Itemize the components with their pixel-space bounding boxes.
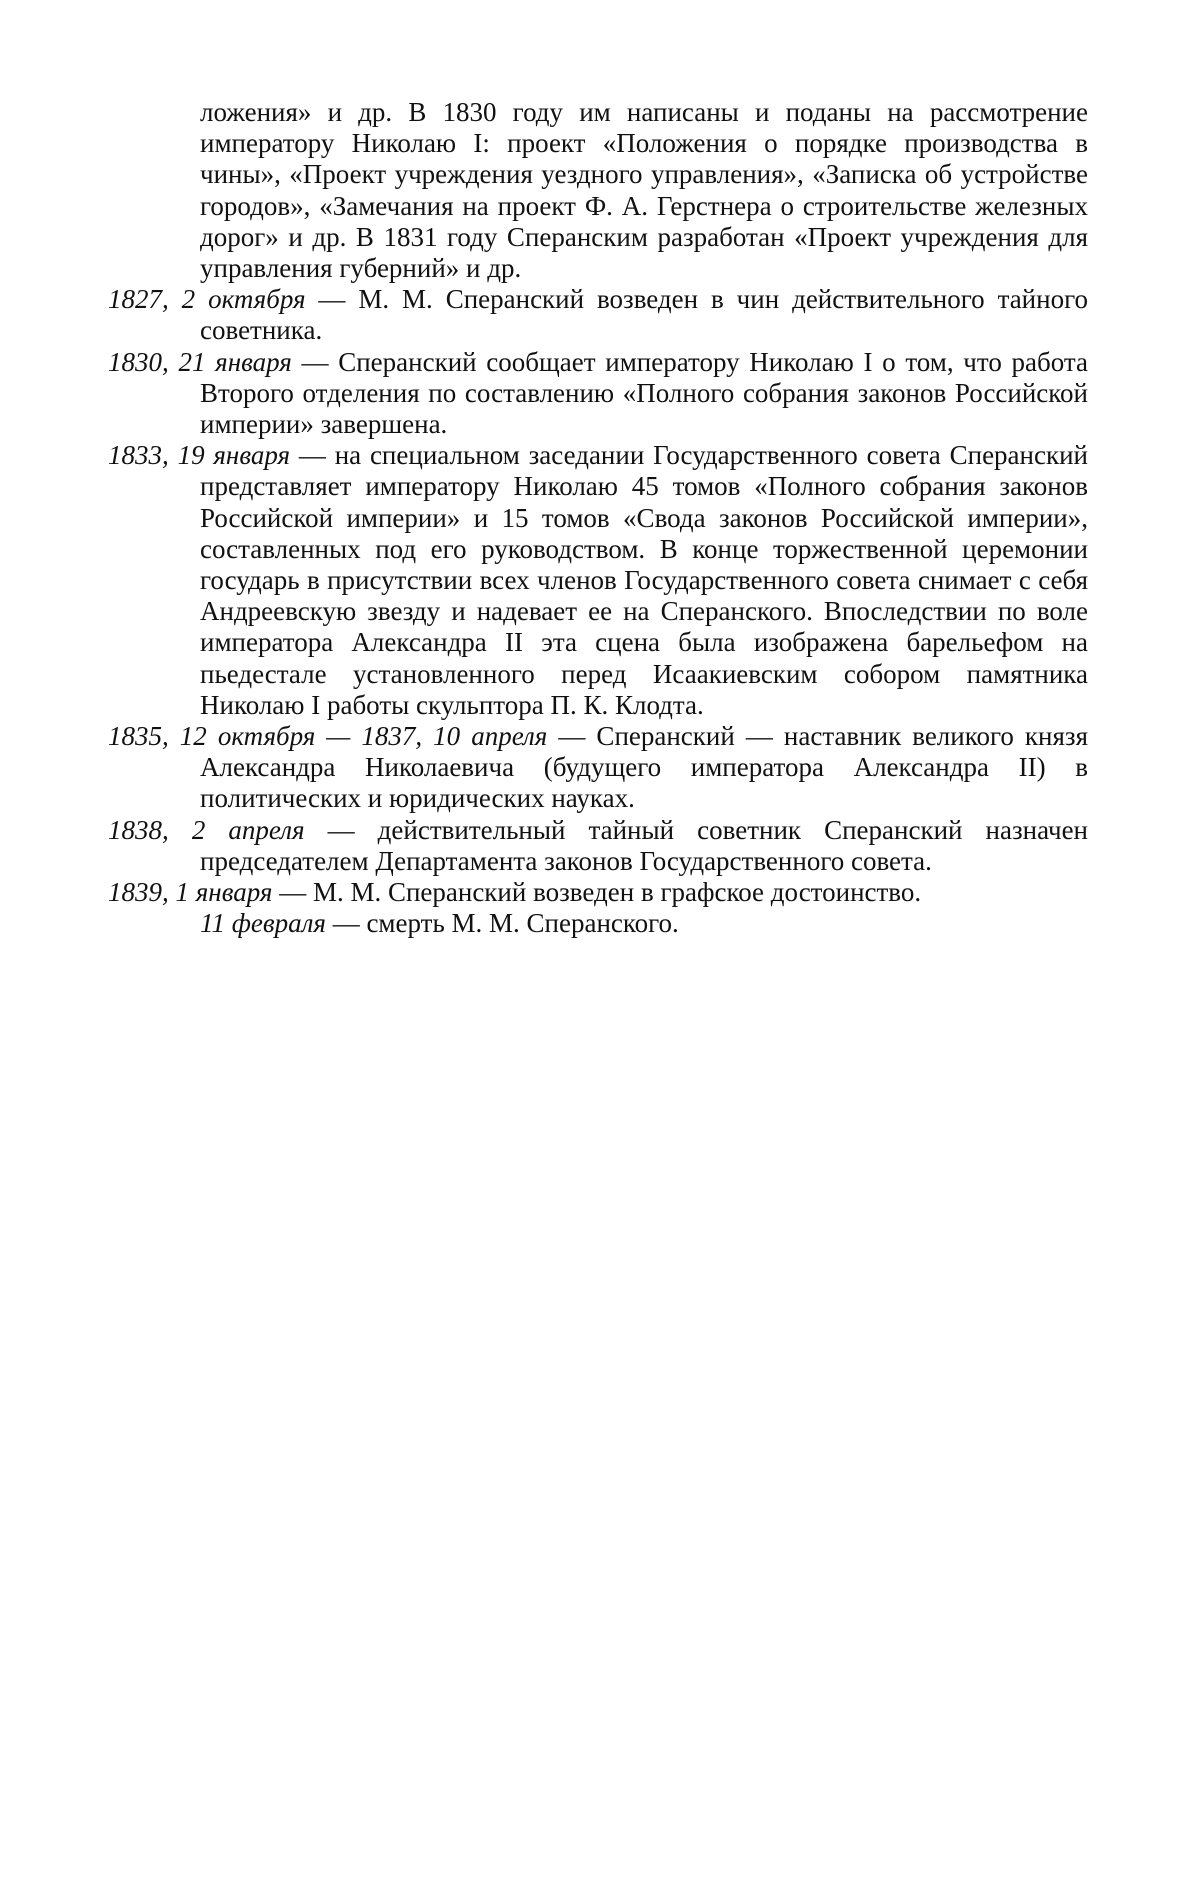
entry-text: — М. М. Сперанский возведен в графское достоинство. <box>272 877 922 908</box>
chronicle-entry-1830 <box>108 347 1088 441</box>
entry-date: 1835, 12 октября — 1837, 10 апреля <box>108 721 548 752</box>
entry-text: — М. М. Сперанский возведен в чин действительного тайного советника. <box>200 284 1088 346</box>
entry-date: 1838, 2 апреля <box>108 814 305 845</box>
chronicle-entry-1838 <box>108 815 1088 877</box>
chronicle-entry-1827 <box>108 284 1088 346</box>
entry-text: — Сперанский сообщает императору Николаю I о том, что работа Второго отделения по составлению «Полного собрания законов Российской империи» завершена. <box>200 346 1088 440</box>
continuation-paragraph: ложения» и др. В 1830 году им написаны и поданы на рассмотрение императору Николаю I: проект «Положения о порядке производства в чины», «Проект учреждения уездного управления», «Записка об устройстве городов», «Замечания на проект Ф. А. Герстнера о строительстве железных дорог» и др. В 1831 году Сперанским разработан «Проект учреждения для управления губерний» и др. <box>200 97 1088 284</box>
chronicle-entry-1835 <box>108 721 1088 815</box>
chronicle-text <box>108 97 1088 939</box>
entry-text: — смерть М. М. Сперанского. <box>325 908 679 939</box>
entry-text: — действительный тайный советник Сперанский назначен председателем Департамента законов Государственного совета. <box>200 814 1089 876</box>
chronicle-entry-1833 <box>108 440 1088 721</box>
chronicle-entry-1839 <box>108 877 1088 908</box>
entry-date: 1830, 21 января <box>108 346 292 377</box>
entry-text: — на специальном заседании Государственного совета Сперанский представляет императору Николаю 45 томов «Полного собрания законов Российской империи» и 15 томов «Свода законов Российской империи», составленных под его руководством. В конце торжественной церемонии государь в присутствии всех членов Государственного совета снимает с себя Андреевскую звезду и надевает ее на Сперанского. Впоследствии по воле императора Александра II эта сцена была изображена барельефом на пьедестале установленного перед Исаакиевским собором памятника Николаю I работы скульптора П. К. Клодта. <box>200 440 1088 720</box>
entry-date: 1833, 19 января <box>108 440 291 471</box>
chronicle-sub-entry-1839 <box>108 908 1088 939</box>
entry-text: — Сперанский — наставник великого князя Александра Николаевича (будущего императора Александра II) в политических и юридических науках. <box>200 721 1088 814</box>
entry-date: 11 февраля <box>200 908 326 939</box>
entry-date: 1839, 1 января <box>108 877 273 908</box>
entry-date: 1827, 2 октября <box>108 284 306 315</box>
